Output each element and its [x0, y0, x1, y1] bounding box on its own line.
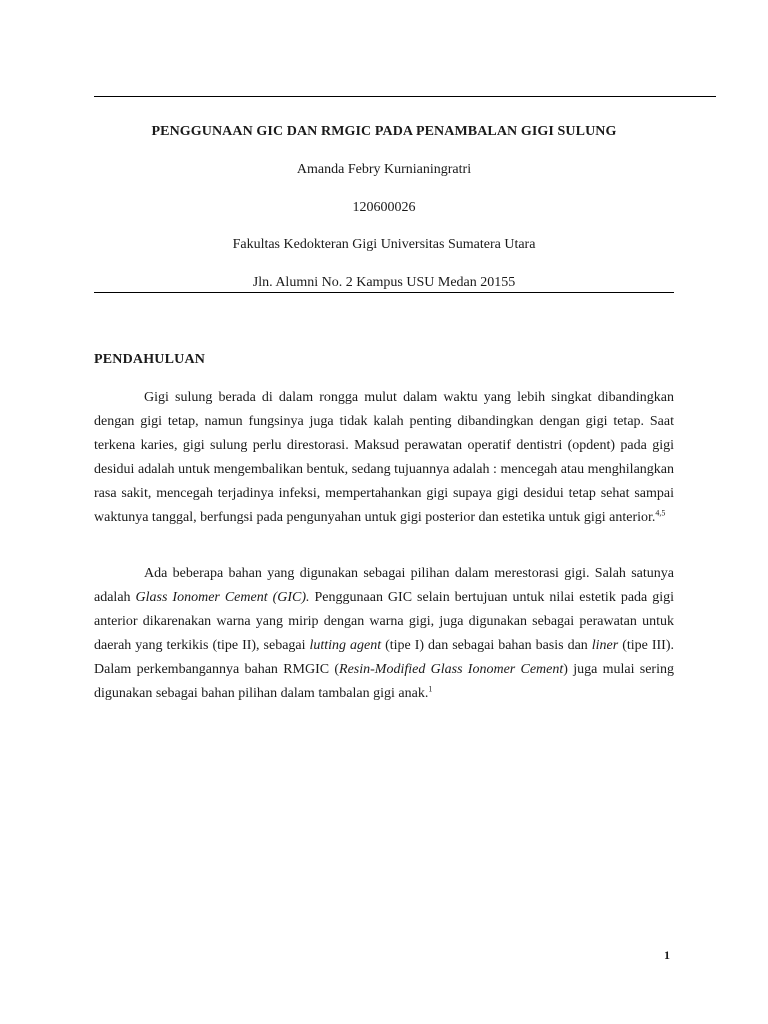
student-id: 120600026 [352, 200, 416, 215]
paper-title: PENGGUNAAN GIC DAN RMGIC PADA PENAMBALAN GIGI SULUNG [151, 124, 617, 139]
term-lutting-agent: lutting agent [309, 638, 382, 653]
top-rule [94, 96, 716, 97]
paragraph-2-part-3: (tipe I) dan sebagai bahan basis dan [381, 638, 592, 653]
term-rmgic: Resin-Modified Glass Ionomer Cement [339, 662, 564, 677]
paragraph-2-part-5: ) juga mulai sering digunakan sebagai bahan pilihan dalam tambalan gigi anak. [94, 662, 674, 701]
paragraph-1-text: Gigi sulung berada di dalam rongga mulut dalam waktu yang lebih singkat dibandingkan dengan gigi tetap, namun fungsinya juga tidak kalah penting dibandingkan dengan gigi tetap. Saat terkena karies, gigi sulung perlu direstorasi. Maksud perawatan operatif dentistri (opdent) pada gigi desidui adalah untuk mengembalikan bentuk, sedang tujuannya adalah : mencegah atau menghilangkan rasa sakit, mencegah terjadinya infeksi, mempertahankan gigi supaya gigi desidui tetap sehat sampai waktunya tanggal, berfungsi pada pengunyahan untuk gigi posterior dan estetika untuk gigi anterior. [94, 390, 674, 525]
paragraph-introduction [94, 386, 674, 530]
faculty-affiliation: Fakultas Kedokteran Gigi Universitas Sumatera Utara [232, 237, 536, 252]
address-line: Jln. Alumni No. 2 Kampus USU Medan 20155 [252, 275, 516, 290]
paragraph-2-part-4: (tipe III). Dalam perkembangannya bahan RMGIC ( [94, 638, 674, 677]
term-gic: Glass Ionomer Cement (GIC). [135, 590, 310, 605]
citation-4-5: 4,5 [655, 508, 666, 518]
term-liner: liner [591, 638, 619, 653]
header-bottom-rule [94, 292, 674, 293]
author-name: Amanda Febry Kurnianingratri [296, 162, 472, 177]
citation-1: 1 [428, 684, 433, 694]
page-number: 1 [664, 948, 670, 962]
paragraph-2-part-2: Penggunaan GIC selain bertujuan untuk nilai estetik pada gigi anterior dikarenakan warna yang mirip dengan warna gigi, juga digunakan sebagai perawatan untuk daerah yang terkikis (tipe II), sebagai [94, 590, 675, 653]
section-heading: PENDAHULUAN [94, 352, 206, 367]
paragraph-materials [94, 562, 674, 706]
paragraph-2-part-1: Ada beberapa bahan yang digunakan sebagai pilihan dalam merestorasi gigi. Salah satunya adalah [94, 566, 674, 605]
